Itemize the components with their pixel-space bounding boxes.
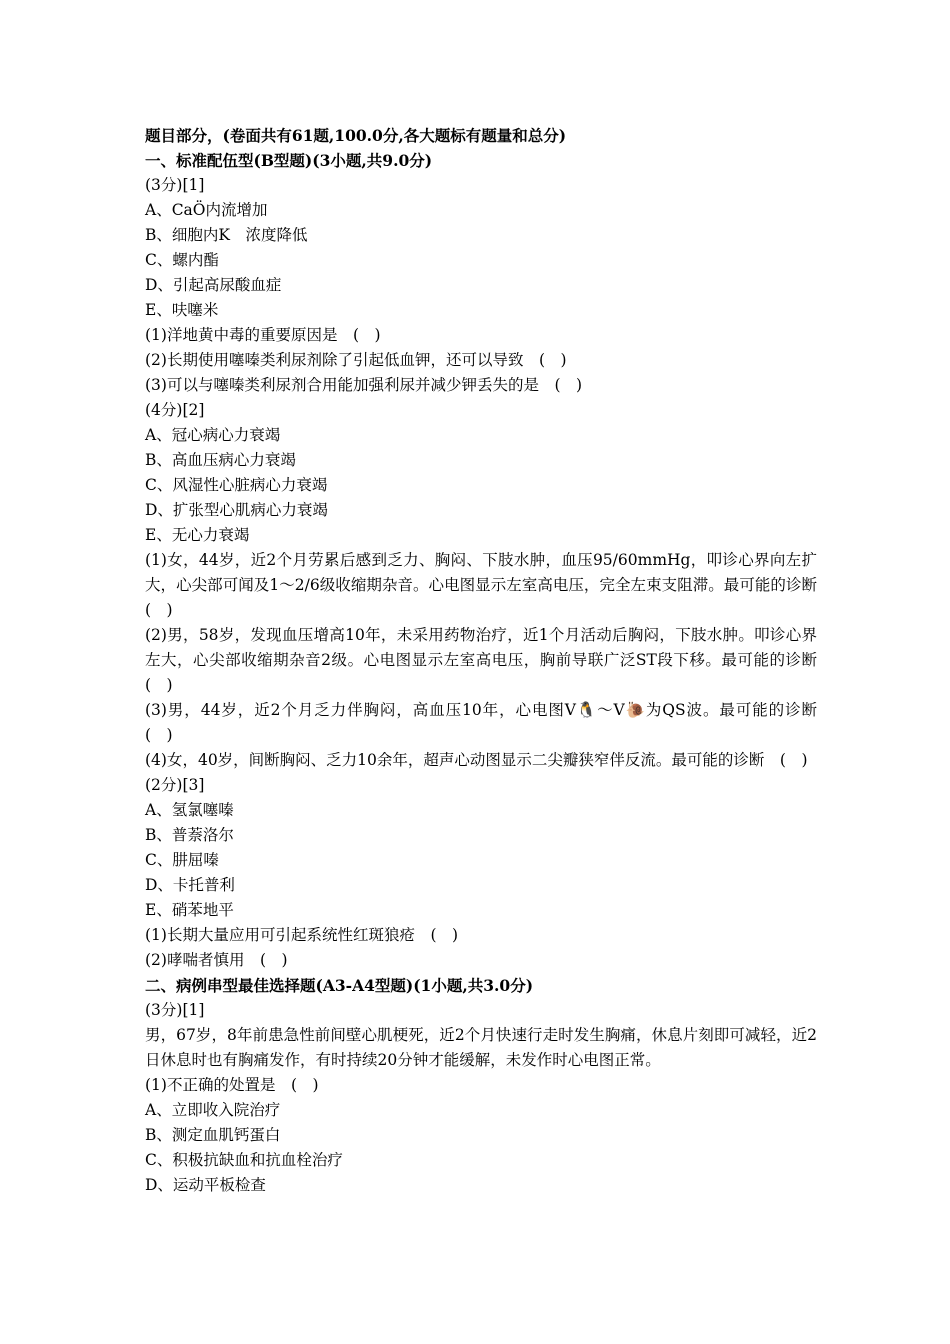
option-a: A、CaÖ内流增加 — [145, 201, 268, 219]
section-1-title: 一、标准配伍型(B型题)(3小题,共9.0分) — [145, 151, 433, 170]
sub-question: (3)可以与噻嗪类利尿剂合用能加强利尿并减少钾丢失的是 ( ) — [145, 376, 583, 394]
document-header: 题目部分，(卷面共有61题,100.0分,各大题标有题量和总分) — [145, 126, 567, 145]
option-b: B、测定血肌钙蛋白 — [145, 1126, 281, 1144]
option-e: E、无心力衰竭 — [145, 526, 250, 544]
option-c: C、螺内酯 — [145, 251, 219, 269]
option-e: E、呋噻米 — [145, 301, 219, 319]
sub-question: (4)女，40岁，间断胸闷、乏力10余年，超声心动图显示二尖瓣狭窄伴反流。最可能的诊断 ( ) — [145, 751, 808, 769]
option-c: C、肼屈嗪 — [145, 851, 219, 869]
option-b: B、普萘洛尔 — [145, 826, 234, 844]
option-d: D、扩张型心肌病心力衰竭 — [145, 501, 328, 519]
option-c: C、风湿性心脏病心力衰竭 — [145, 476, 328, 494]
sub-question: (1)洋地黄中毒的重要原因是 ( ) — [145, 326, 381, 344]
sub-question: (1)长期大量应用可引起系统性红斑狼疮 ( ) — [145, 926, 459, 944]
option-b: B、高血压病心力衰竭 — [145, 451, 296, 469]
option-a: A、立即收入院治疗 — [145, 1101, 281, 1119]
sub-question: (2)男，58岁，发现血压增高10年，未采用药物治疗，近1个月活动后胸闷，下肢水肿。叩诊心界左大，心尖部收缩期杂音2级。心电图显示左室高电压，胸前导联广泛ST段下移。最可能的诊断 ( ) — [145, 626, 833, 694]
sub-question: (1)女，44岁，近2个月劳累后感到乏力、胸闷、下肢水肿，血压95/60mmHg，叩诊心界向左扩大，心尖部可闻及1～2/6级收缩期杂音。心电图显示左室高电压，完全左束支阻滞。最可能的诊断 ( ) — [145, 551, 833, 619]
option-a: A、冠心病心力衰竭 — [145, 426, 281, 444]
sub-question: (2)长期使用噻嗪类利尿剂除了引起低血钾，还可以导致 ( ) — [145, 351, 567, 369]
sub-question: (2)哮喘者慎用 ( ) — [145, 951, 288, 969]
option-c: C、积极抗缺血和抗血栓治疗 — [145, 1151, 343, 1169]
question-2-head: (4分)[2] — [145, 401, 205, 419]
question-3-head: (2分)[3] — [145, 776, 205, 794]
option-d: D、卡托普利 — [145, 876, 235, 894]
case-question-head: (3分)[1] — [145, 1001, 205, 1019]
sub-question: (1)不正确的处置是 ( ) — [145, 1076, 319, 1094]
option-d: D、引起高尿酸血症 — [145, 276, 282, 294]
option-d: D、运动平板检查 — [145, 1176, 266, 1194]
option-b: B、细胞内K 浓度降低 — [145, 226, 308, 244]
option-e: E、硝苯地平 — [145, 901, 234, 919]
document-page — [145, 123, 833, 1198]
option-a: A、氢氯噻嗪 — [145, 801, 234, 819]
case-stem: 男，67岁，8年前患急性前间壁心肌梗死，近2个月快速行走时发生胸痛，休息片刻即可减轻，近2日休息时也有胸痛发作，有时持续20分钟才能缓解，未发作时心电图正常。 — [145, 1026, 817, 1069]
sub-question: (3)男，44岁，近2个月乏力伴胸闷，高血压10年，心电图V🐧～V🐌为QS波。最可能的诊断 ( ) — [145, 701, 833, 744]
question-1-head: (3分)[1] — [145, 176, 205, 194]
section-2-title: 二、病例串型最佳选择题(A3-A4型题)(1小题,共3.0分) — [145, 976, 534, 995]
